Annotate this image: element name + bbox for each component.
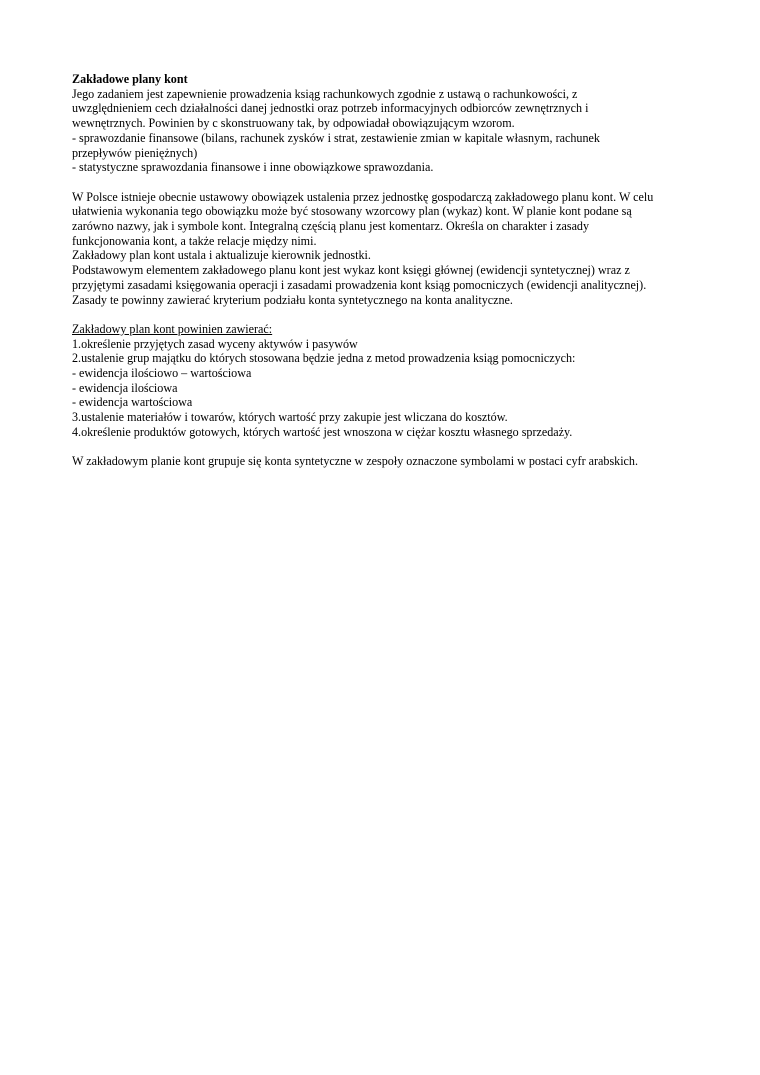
paragraph-line: - sprawozdanie finansowe (bilans, rachunek zysków i strat, zestawienie zmian w kapitale własnym, rachunek bbox=[72, 130, 600, 145]
paragraph-spacer bbox=[72, 440, 692, 455]
paragraph-spacer bbox=[72, 175, 692, 190]
paragraph-line: uwzględnieniem cech działalności danej jednostki oraz potrzeb informacyjnych odbiorców zewnętrznych i bbox=[72, 101, 589, 116]
paragraph-line: Podstawowym elementem zakładowego planu kont jest wykaz kont księgi głównej (ewidencji syntetycznej) wraz z bbox=[72, 263, 630, 278]
paragraph-spacer bbox=[72, 307, 692, 322]
paragraph-line: Zakładowy plan kont ustala i aktualizuje kierownik jednostki. bbox=[72, 248, 371, 263]
document-title: Zakładowe plany kont bbox=[72, 72, 188, 86]
list-item: 1.określenie przyjętych zasad wyceny aktywów i pasywów bbox=[72, 336, 358, 351]
list-item: - ewidencja ilościowa bbox=[72, 380, 178, 395]
paragraph-line: Zasady te powinny zawierać kryterium podziału konta syntetycznego na konta analityczne. bbox=[72, 292, 513, 307]
paragraph-line: W Polsce istnieje obecnie ustawowy obowiązek ustalenia przez jednostkę gospodarczą zakładowego planu kont. W celu bbox=[72, 189, 654, 204]
document-page bbox=[72, 72, 692, 469]
list-item: - ewidencja wartościowa bbox=[72, 395, 193, 410]
paragraph-line: przyjętymi zasadami księgowania operacji i zasadami prowadzenia kont ksiąg pomocniczych (ewidencji analitycznej). bbox=[72, 277, 647, 292]
paragraph-line: przepływów pieniężnych) bbox=[72, 145, 198, 160]
paragraph-line: zarówno nazwy, jak i symbole kont. Integralną częścią planu jest komentarz. Określa on charakter i zasady bbox=[72, 219, 590, 234]
paragraph-line: wewnętrznych. Powinien by c skonstruowany tak, by odpowiadał obowiązującym wzorom. bbox=[72, 116, 515, 131]
paragraph-line: Jego zadaniem jest zapewnienie prowadzenia ksiąg rachunkowych zgodnie z ustawą o rachunkowości, z bbox=[72, 86, 578, 101]
list-item: - ewidencja ilościowo – wartościowa bbox=[72, 366, 252, 381]
list-item: 2.ustalenie grup majątku do których stosowana będzie jedna z metod prowadzenia ksiąg pomocniczych: bbox=[72, 351, 576, 366]
list-item: 3.ustalenie materiałów i towarów, których wartość przy zakupie jest wliczana do kosztów. bbox=[72, 410, 508, 425]
paragraph-line: - statystyczne sprawozdania finansowe i inne obowiązkowe sprawozdania. bbox=[72, 160, 434, 175]
paragraph-line: funkcjonowania kont, a także relacje między nimi. bbox=[72, 233, 317, 248]
list-item: 4.określenie produktów gotowych, których wartość jest wnoszona w ciężar kosztu własnego sprzedaży. bbox=[72, 424, 573, 439]
paragraph-line: ułatwienia wykonania tego obowiązku może być stosowany wzorcowy plan (wykaz) kont. W planie kont podane są bbox=[72, 204, 632, 219]
section-heading: Zakładowy plan kont powinien zawierać: bbox=[72, 321, 273, 336]
paragraph-line: W zakładowym planie kont grupuje się konta syntetyczne w zespoły oznaczone symbolami w postaci cyfr arabskich. bbox=[72, 454, 638, 469]
